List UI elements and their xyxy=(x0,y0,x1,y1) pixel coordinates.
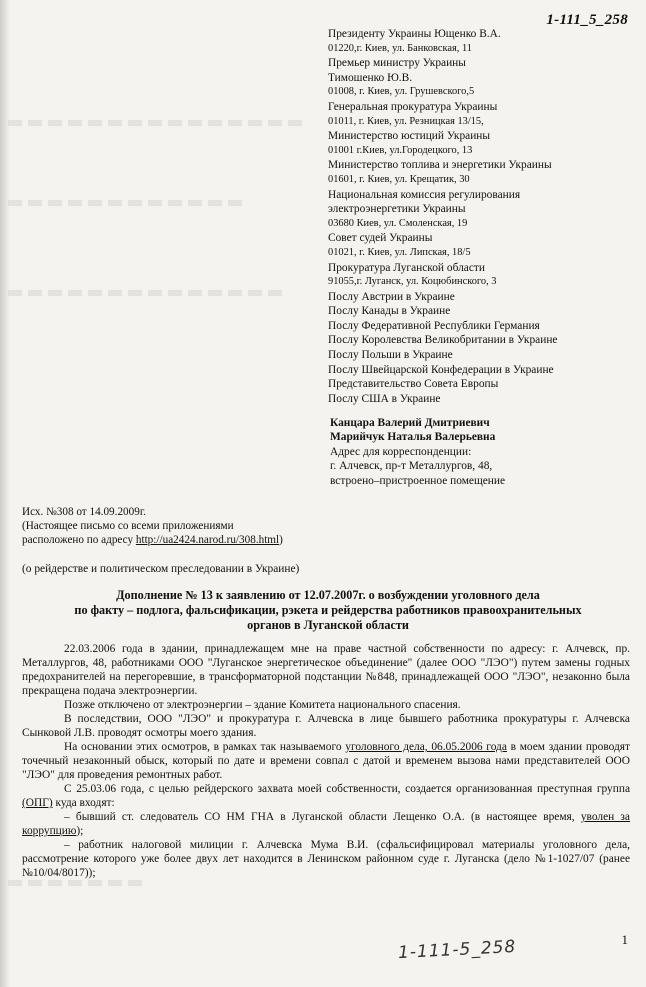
show-through-text xyxy=(8,880,148,886)
addressee-line: 01601, г. Киев, ул. Крещатик, 30 xyxy=(328,173,470,185)
text-run: С 25.03.06 года, с целью рейдерского захвата моей собственности, создается организованная преступная группа xyxy=(64,783,630,795)
addressee-line: 03680 Киев, ул. Смоленская, 19 xyxy=(328,217,468,229)
addressee-line: 01220,г. Киев, ул. Банковская, 11 xyxy=(328,42,472,54)
addressee-line: Генеральная прокуратура Украины xyxy=(328,100,498,113)
addressee-line: Прокуратура Луганской области xyxy=(328,261,485,274)
body-paragraph: – работник налоговой милиции г. Алчевска Мума В.И. (сфальсифицировал материалы уголовного дела, рассмотрение которого уже более двух лет находится в Ленинском районном суде г. Луганска (дело №1-1027/07 (ранее №10/04/8017)); xyxy=(22,839,630,879)
addressee-line: Послу Канады в Украине xyxy=(328,305,451,318)
underlined-text: уголовного дела, 06.05.2006 года xyxy=(345,741,507,753)
addressee-line: Послу Польши в Украине xyxy=(328,349,453,362)
addressee-list xyxy=(328,27,638,406)
underlined-text: уволен за коррупцию xyxy=(22,811,630,837)
handwritten-code: 1-111-5_258 xyxy=(397,936,517,964)
page-number: 1 xyxy=(621,932,628,947)
show-through-text xyxy=(8,290,288,296)
addressee-line: 01021, г. Киев, ул. Липская, 18/5 xyxy=(328,246,471,258)
scan-edge-shadow xyxy=(0,0,10,987)
document-link[interactable]: http://ua2424.narod.ru/308.html xyxy=(135,534,280,546)
addressee-line: Тимошенко Ю.В. xyxy=(328,71,413,84)
body-paragraph: 22.03.2006 года в здании, принадлежащем мне на праве частной собственности по адресу: г. Алчевск, пр. Металлургов, 48, работниками ООО "Луганское энергетическое объединение" (далее ООО "ЛЭО") путем замены годных предохранителей на перегоревшие, в трансформаторной подстанции №848, принадлежащей ООО "ЛЭО", незаконно была прекращена подача электроэнергии. xyxy=(22,643,630,697)
body-paragraph xyxy=(22,810,630,838)
title-line: органов в Луганской области xyxy=(247,618,409,632)
note-line: (Настоящее письмо со всеми приложениями xyxy=(22,520,234,532)
addressee-line: Послу Швейцарской Конфедерации в Украине xyxy=(328,363,554,376)
body-paragraph xyxy=(22,782,630,810)
text-run: – бывший ст. следователь СО НМ ГНА в Луганской области Лещенко О.А. (в настоящее время, xyxy=(64,811,581,823)
outgoing-number: Исх. №308 от 14.09.2009г. xyxy=(22,506,146,518)
address-label: Адрес для корреспонденции: xyxy=(330,445,472,458)
addressee-line: Министерство топлива и энергетики Украины xyxy=(328,159,552,172)
show-through-text xyxy=(8,200,248,206)
text-run: На основании этих осмотров, в рамках так называемого xyxy=(64,741,346,753)
addressee-line: Представительство Совета Европы xyxy=(328,378,499,391)
title-line: Дополнение № 13 к заявлению от 12.07.2007г. о возбуждении уголовного дела xyxy=(116,588,540,602)
address-line: г. Алчевск, пр-т Металлургов, 48, xyxy=(330,460,493,473)
document-title xyxy=(30,588,626,633)
addressee-line: 01001 г.Киев, ул.Городецкого, 13 xyxy=(328,144,473,156)
text-run: в моем здании проводят точечный незаконный обыск, который по дате и времени совпал с датой и временем вызова нами представителей ООО "ЛЭО" для проведения ремонтных работ. xyxy=(22,741,630,781)
note-suffix: ) xyxy=(279,534,283,546)
title-line: по факту – подлога, фальсификации, рэкета и рейдерства работников правоохранительных xyxy=(74,603,582,617)
text-run: ); xyxy=(76,825,84,837)
note-line xyxy=(22,533,382,547)
sender-block xyxy=(330,416,635,488)
addressee-line: Министерство юстиций Украины xyxy=(328,130,491,143)
address-line: встроено–пристроенное помещение xyxy=(330,474,506,487)
addressee-line: 91055,г. Луганск, ул. Коцюбинского, 3 xyxy=(328,276,497,288)
addressee-line: Послу Федеративной Республики Германия xyxy=(328,319,540,332)
sender-name-1: Канцара Валерий Дмитриевич xyxy=(330,417,490,429)
subject-line: (о рейдерстве и политическом преследовании в Украине) xyxy=(22,563,300,575)
sender-name-2: Марийчук Наталья Валерьевна xyxy=(330,431,496,444)
document-code: 1-111_5_258 xyxy=(546,12,628,28)
body-paragraph: В последствии, ООО "ЛЭО" и прокуратура г. Алчевска в лице бывшего работника прокуратуры г. Алчевска Сынковой Л.В. проводят осмотры моего здания. xyxy=(22,713,630,739)
addressee-line: 01008, г. Киев, ул. Грушевского,5 xyxy=(328,86,475,98)
underlined-text: (ОПГ) xyxy=(22,797,53,809)
note-prefix: расположено по адресу xyxy=(22,534,136,546)
addressee-line: Премьер министру Украины xyxy=(328,57,466,70)
addressee-line: Национальная комиссия регулирования xyxy=(328,188,521,201)
addressee-line: Послу Австрии в Украине xyxy=(328,290,455,303)
outgoing-block xyxy=(22,505,382,547)
addressee-line: 01011, г. Киев, ул. Резницкая 13/15, xyxy=(328,115,484,127)
addressee-line: электроэнергетики Украины xyxy=(328,203,466,216)
addressee-line: Послу Королевства Великобритании в Украине xyxy=(328,334,558,347)
show-through-text xyxy=(8,120,308,126)
addressee-line: Президенту Украины Ющенко В.А. xyxy=(328,28,501,40)
addressee-line: Послу США в Украине xyxy=(328,392,441,405)
body-paragraph: Позже отключено от электроэнергии – здание Комитета национального спасения. xyxy=(64,699,461,711)
addressee-line: Совет судей Украины xyxy=(328,232,433,245)
text-run: куда входят: xyxy=(52,797,115,809)
body-paragraph xyxy=(22,740,630,782)
document-body xyxy=(22,642,630,880)
